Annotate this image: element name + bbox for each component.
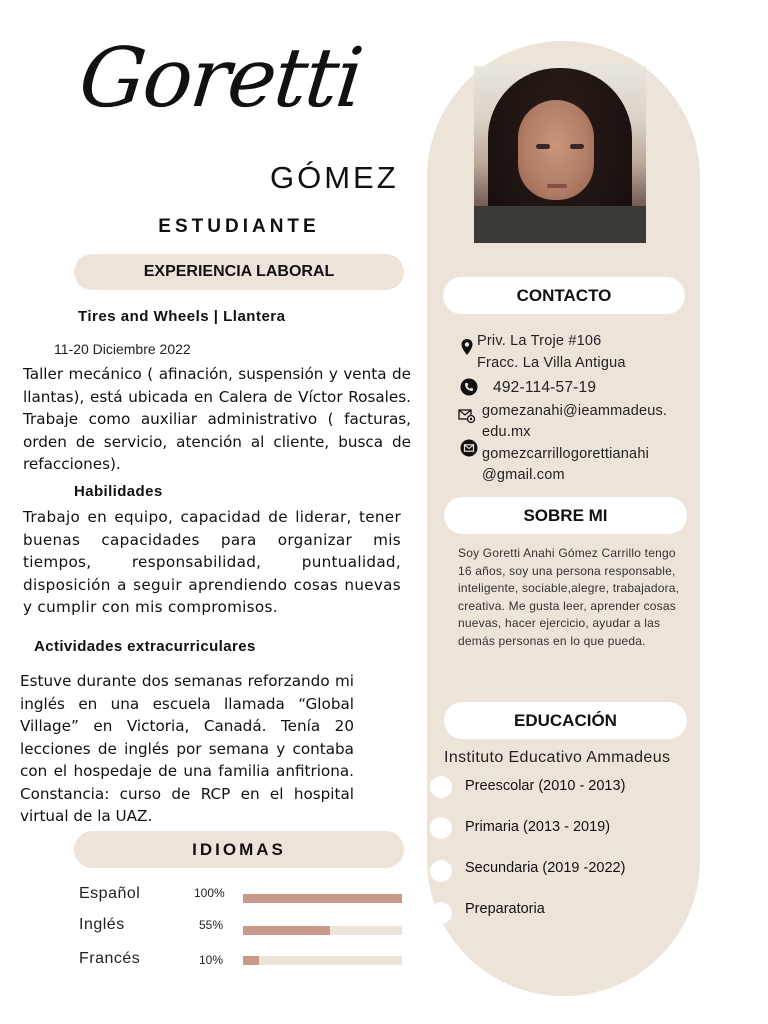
education-heading: EDUCACIÓN bbox=[444, 702, 687, 739]
education-item: Preescolar (2010 - 2013) bbox=[465, 778, 626, 794]
language-bar bbox=[243, 894, 402, 903]
email-2-line-2: @gmail.com bbox=[482, 467, 565, 483]
email-1-line-1: gomezanahi@ieammadeus. bbox=[482, 403, 668, 419]
language-percent: 10% bbox=[199, 953, 224, 967]
skills-heading: Habilidades bbox=[74, 483, 163, 500]
language-percent: 55% bbox=[199, 918, 224, 932]
languages-heading: IDIOMAS bbox=[74, 831, 404, 868]
language-bar bbox=[243, 956, 402, 965]
skills-text: Trabajo en equipo, capacidad de liderar, tener buenas capacidades para organizar mis tiempos, responsabilidad, puntualidad, disposición a seguir aprendiendo cosas nuevas y cumplir con mis compromisos. bbox=[23, 508, 401, 616]
first-name: Goretti bbox=[75, 31, 366, 126]
activities-heading: Actividades extracurriculares bbox=[34, 638, 256, 655]
job-title: Tires and Wheels | Llantera bbox=[78, 308, 286, 325]
language-name: Francés bbox=[79, 950, 141, 967]
phone-number: 492-114-57-19 bbox=[493, 379, 597, 396]
mail-icon bbox=[460, 439, 478, 457]
education-bullet bbox=[430, 776, 452, 798]
address-line-2: Fracc. La Villa Antigua bbox=[477, 355, 626, 371]
email-2-line-1: gomezcarrillogorettianahi bbox=[482, 446, 649, 462]
education-item: Primaria (2013 - 2019) bbox=[465, 819, 611, 835]
language-name: Inglés bbox=[79, 916, 125, 933]
education-item: Preparatoria bbox=[465, 901, 545, 917]
about-heading: SOBRE MI bbox=[444, 497, 687, 534]
education-bullet bbox=[430, 902, 452, 924]
role-title: ESTUDIANTE bbox=[158, 216, 320, 237]
language-bar-fill bbox=[243, 956, 259, 965]
email-1-line-2: edu.mx bbox=[482, 424, 531, 440]
language-bar bbox=[243, 926, 402, 935]
language-name: Español bbox=[79, 885, 141, 902]
last-name: GÓMEZ bbox=[270, 160, 399, 195]
location-pin-icon bbox=[458, 338, 476, 356]
job-description: Taller mecánico ( afinación, suspensión y venta de llantas), está ubicada en Calera de Víctor Rosales. Trabaje como auxiliar administrativo ( facturas, orden de servicio, atención al cliente, busca de refacciones). bbox=[23, 365, 411, 473]
language-bar-fill bbox=[243, 926, 330, 935]
contact-heading: CONTACTO bbox=[443, 277, 685, 314]
school-name: Instituto Educativo Ammadeus bbox=[444, 749, 671, 766]
profile-photo bbox=[474, 66, 646, 243]
activities-text: Estuve durante dos semanas reforzando mi inglés en una escuela llamada “Global Village” en Victoria, Canadá. Tenía 20 lecciones de inglés por semana y contaba con el hospedaje de una familia anfitriona. Constancia: curso de RCP en el hospital virtual de la UAZ. bbox=[20, 672, 354, 825]
education-bullet bbox=[430, 860, 452, 882]
email-gear-icon bbox=[458, 406, 476, 424]
address-line-1: Priv. La Troje #106 bbox=[477, 333, 602, 349]
education-item: Secundaria (2019 -2022) bbox=[465, 860, 626, 876]
language-bar-fill bbox=[243, 894, 402, 903]
about-text: Soy Goretti Anahi Gómez Carrillo tengo 16 años, soy una persona responsable, inteligente, sociable,alegre, trabajadora, creativa. Me gusta leer, aprender cosas nuevas, hacer ejercicio, ayudar a las demás personas en lo que pueda. bbox=[458, 546, 680, 648]
job-date: 11-20 Diciembre 2022 bbox=[54, 341, 191, 357]
experience-heading: EXPERIENCIA LABORAL bbox=[74, 254, 404, 290]
education-bullet bbox=[430, 817, 452, 839]
phone-icon bbox=[460, 378, 478, 396]
language-percent: 100% bbox=[194, 886, 225, 900]
